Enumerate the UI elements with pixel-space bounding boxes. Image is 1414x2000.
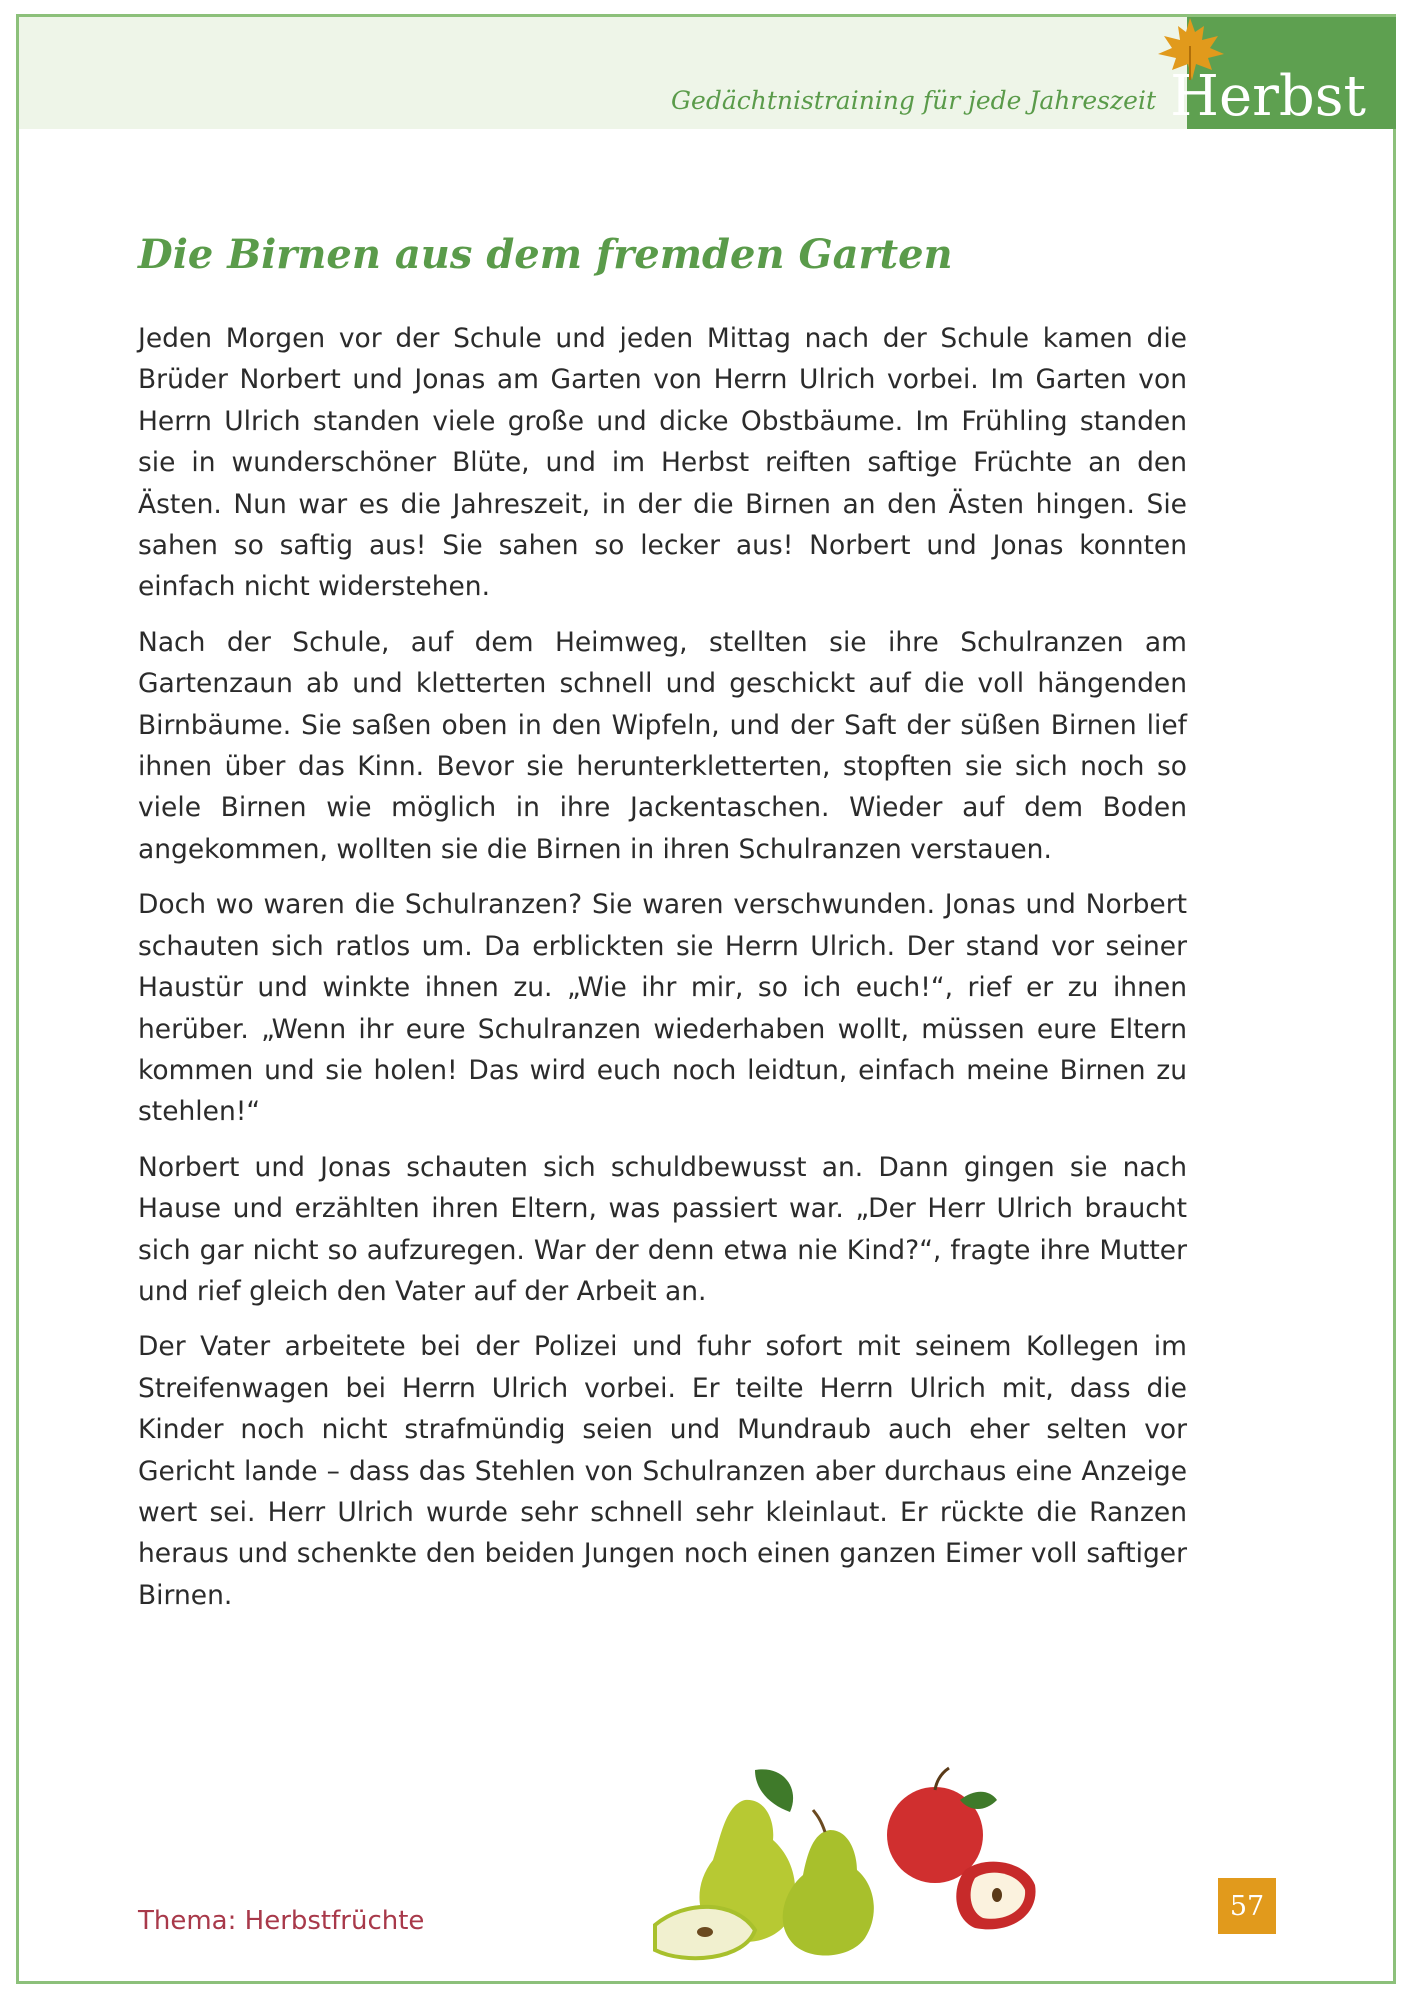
pears-and-apples-illustration xyxy=(625,1760,1095,1970)
story-paragraph: Nach der Schule, auf dem Heimweg, stellten sie ihre Schulranzen am Gartenzaun ab und kletterten schnell und geschickt auf die voll hängenden Birnbäume. Sie saßen oben in den Wipfeln, und der Saft der süßen Birnen lief ihnen über das Kinn. Bevor sie herunterkletterten, stopften sie sich noch so viele Birnen wie möglich in ihre Jackentaschen. Wieder auf dem Boden angekommen, wollten sie die Birnen in ihren Schulranzen verstauen. xyxy=(138,626,1187,865)
story-title: Die Birnen aus dem fremden Garten xyxy=(138,231,953,278)
story-paragraph: Norbert und Jonas schauten sich schuldbewusst an. Dann gingen sie nach Hause und erzählten ihren Eltern, was passiert war. „Der Herr Ulrich braucht sich gar nicht so aufzuregen. War der denn etwa nie Kind?“, fragte ihre Mutter und rief gleich den Vater auf der Arbeit an. xyxy=(138,1151,1187,1307)
maple-leaf-icon xyxy=(1152,16,1228,84)
pear-front xyxy=(783,1830,874,1956)
page-number-badge: 57 xyxy=(1218,1878,1276,1934)
story-paragraph: Doch wo waren die Schulranzen? Sie waren verschwunden. Jonas und Norbert schauten sich ratlos um. Da erblickten sie Herrn Ulrich. Der stand vor seiner Haustür und winkte ihnen zu. „Wie ihr mir, so ich euch!“, rief er zu ihnen herüber. „Wenn ihr eure Schulranzen wiederhaben wollt, müssen eure Eltern kommen und sie holen! Das wird euch noch leidtun, einfach meine Birnen zu stehlen!“ xyxy=(138,889,1187,1128)
story-paragraph: Jeden Morgen vor der Schule und jeden Mittag nach der Schule kamen die Brüder Norbert und Jonas am Garten von Herrn Ulrich vorbei. Im Garten von Herrn Ulrich standen viele große und dicke Obstbäume. Im Frühling standen sie in wunderschöner Blüte, und im Herbst reiften saftige Früchte an den Ästen. Nun war es die Jahreszeit, in der die Birnen an den Ästen hingen. Sie sahen so saftig aus! Sie sahen so lecker aus! Norbert und Jonas konnten einfach nicht widerstehen. xyxy=(138,323,1187,603)
story-body xyxy=(138,318,1187,1630)
header-subtitle: Gedächtnistraining für jede Jahreszeit xyxy=(671,86,1156,115)
story-paragraph: Der Vater arbeitete bei der Polizei und fuhr sofort mit seinem Kollegen im Streifenwagen bei Herrn Ulrich vorbei. Er teilte Herrn Ulrich mit, dass die Kinder noch nicht strafmündig seien und Mundraub auch eher selten vor Gericht lande – dass das Stehlen von Schulranzen aber durchaus eine Anzeige wert sei. Herr Ulrich wurde sehr schnell sehr kleinlaut. Er rückte die Ranzen heraus und schenkte den beiden Jungen noch einen ganzen Eimer voll saftiger Birnen. xyxy=(138,1331,1187,1611)
footer-topic: Thema: Herbstfrüchte xyxy=(138,1906,425,1936)
season-label: Herbst xyxy=(1170,64,1366,129)
